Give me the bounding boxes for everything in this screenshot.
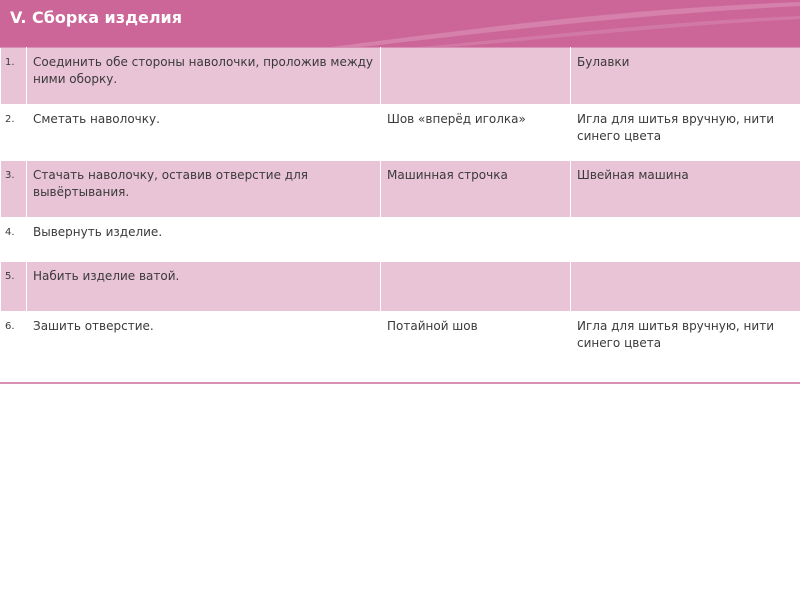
tools-materials [571, 218, 800, 262]
step-description: Соединить обе стороны наволочки, проложив между ними оборку. [27, 48, 381, 105]
seam-type: Потайной шов [381, 312, 571, 374]
slide-title: V. Сборка изделия [10, 8, 183, 27]
seam-type [381, 218, 571, 262]
table-row [1, 262, 800, 312]
table-row [1, 105, 800, 161]
tools-materials: Швейная машина [571, 161, 800, 218]
table-bottom-border [0, 382, 800, 384]
table-row [1, 161, 800, 218]
tools-materials: Игла для шитья вручную, нити синего цвета [571, 105, 800, 161]
step-number: 6. [1, 312, 27, 374]
seam-type [381, 48, 571, 105]
seam-type: Шов «вперёд иголка» [381, 105, 571, 161]
step-number: 1. [1, 48, 27, 105]
table-row [1, 48, 800, 105]
seam-type: Машинная строчка [381, 161, 571, 218]
assembly-steps-table [0, 47, 800, 374]
tools-materials: Булавки [571, 48, 800, 105]
step-description: Сметать наволочку. [27, 105, 381, 161]
tools-materials: Игла для шитья вручную, нити синего цвета [571, 312, 800, 374]
step-number: 5. [1, 262, 27, 312]
table-row [1, 312, 800, 374]
seam-type [381, 262, 571, 312]
table-row [1, 218, 800, 262]
slide-header [0, 0, 800, 47]
step-description: Зашить отверстие. [27, 312, 381, 374]
step-description: Вывернуть изделие. [27, 218, 381, 262]
step-number: 2. [1, 105, 27, 161]
step-number: 4. [1, 218, 27, 262]
step-description: Стачать наволочку, оставив отверстие для вывёртывания. [27, 161, 381, 218]
step-description: Набить изделие ватой. [27, 262, 381, 312]
tools-materials [571, 262, 800, 312]
step-number: 3. [1, 161, 27, 218]
